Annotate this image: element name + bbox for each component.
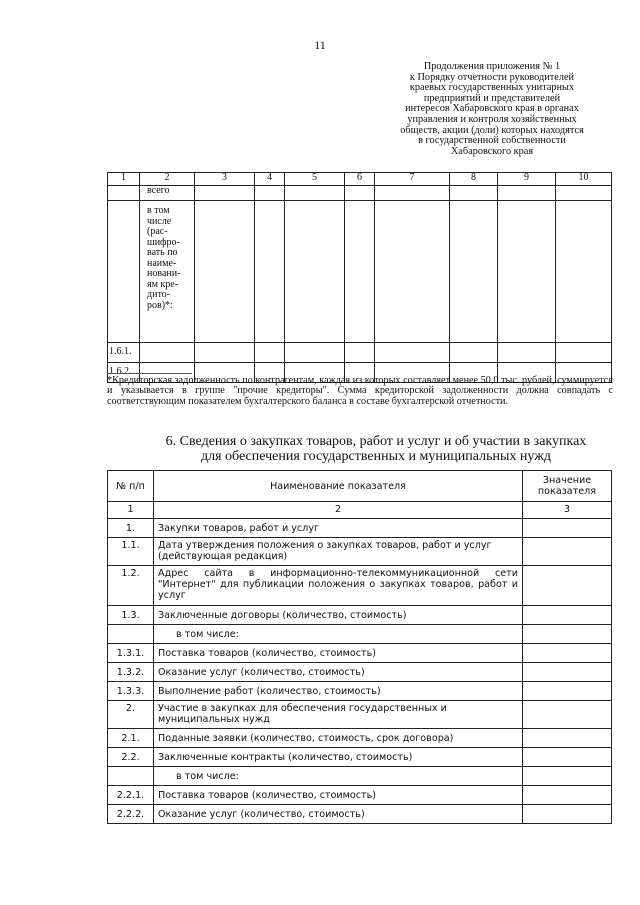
row-number: 2.1. [108, 729, 154, 748]
table-row [108, 805, 612, 824]
table-cell [195, 201, 255, 343]
row-number [108, 625, 154, 644]
indicator-name: Поданные заявки (количество, стоимость, срок договора) [154, 729, 523, 748]
section-title-line: для обеспечения государственных и муниципальных нужд [200, 448, 551, 464]
table-cell [255, 201, 285, 343]
label-line: в том [147, 205, 170, 216]
table-cell [556, 201, 612, 343]
header-line: управления и контроля хозяйственных [407, 113, 577, 125]
page-number: 11 [314, 38, 326, 52]
indicator-value [523, 625, 612, 644]
indicator-value [523, 538, 612, 566]
indicator-value [523, 644, 612, 663]
label-line: ров)*: [147, 299, 173, 311]
header-line: в государственной собственности [418, 135, 566, 147]
table-row [108, 729, 612, 748]
header-line: Продолжения приложения № 1 [423, 61, 561, 72]
column-header: 1 [108, 173, 140, 186]
indicator-value [523, 748, 612, 767]
indicator-value [523, 663, 612, 682]
table-cell [255, 186, 285, 201]
indicator-name: Выполнение работ (количество, стоимость) [154, 682, 523, 701]
table-cell [345, 201, 375, 343]
indicator-value [523, 805, 612, 824]
indicator-value [523, 606, 612, 625]
footnote: *Кредиторская задолженность по контрагентам, каждая из которых составляет менее 50,0 тыс. рублей, суммируется и указывается в группе "прочие кредиторы". Сумма кредиторской задолженности должна совпадать с соответствующим показателем бухгалтерского баланса в составе бухгалтерской отчетности. [107, 375, 613, 407]
row-number: 1.3.2. [108, 663, 154, 682]
table-row [108, 343, 612, 363]
column-header: 6 [345, 173, 375, 186]
indicator-value [523, 519, 612, 538]
row-number: 2.2.1. [108, 786, 154, 805]
indicator-value [523, 786, 612, 805]
table-header-row [108, 471, 612, 502]
row-number [108, 767, 154, 786]
appendix-header [372, 62, 612, 157]
creditors-table [107, 172, 612, 383]
table-cell [255, 343, 285, 363]
label-line: числе [147, 215, 172, 227]
indicator-value [523, 767, 612, 786]
table-row [108, 767, 612, 786]
indicator-name: Заключенные договоры (количество, стоимость) [154, 606, 523, 625]
column-header: 5 [285, 173, 345, 186]
row-number: 2. [108, 701, 154, 729]
column-header: 8 [450, 173, 498, 186]
table-cell [140, 343, 195, 363]
row-number: 1.1. [108, 538, 154, 566]
label-line: (рас- [147, 226, 168, 237]
column-header-num: № п/п [108, 471, 154, 502]
row-number: 1. [108, 519, 154, 538]
column-header: 2 [140, 173, 195, 186]
table-cell [345, 343, 375, 363]
table-cell [195, 186, 255, 201]
indicator-name: Заключенные контракты (количество, стоимость) [154, 748, 523, 767]
header-line: интересов Хабаровского края в органах [405, 103, 579, 115]
table-row [108, 538, 612, 566]
procurement-table [107, 470, 612, 824]
label-line: ям кре- [147, 278, 179, 290]
indicator-value [523, 701, 612, 729]
header-line: краевых государственных унитарных [409, 82, 575, 94]
column-index: 3 [523, 502, 612, 519]
table-cell [450, 201, 498, 343]
table-index-row [108, 502, 612, 519]
table-row [108, 663, 612, 682]
table-cell [285, 201, 345, 343]
total-label: всего [140, 186, 195, 201]
row-number: 2.2.2. [108, 805, 154, 824]
column-header: 4 [255, 173, 285, 186]
breakdown-label [140, 201, 195, 343]
indicator-name: Оказание услуг (количество, стоимость) [154, 805, 523, 824]
indicator-name: Закупки товаров, работ и услуг [154, 519, 523, 538]
column-index: 2 [154, 502, 523, 519]
table-cell [556, 186, 612, 201]
indicator-name: в том числе: [154, 767, 523, 786]
table-cell [375, 201, 450, 343]
indicator-name: Оказание услуг (количество, стоимость) [154, 663, 523, 682]
column-header: 10 [556, 173, 612, 186]
header-line: предприятий и представителей [423, 92, 561, 104]
column-header: 3 [195, 173, 255, 186]
indicator-value [523, 566, 612, 606]
table-cell [450, 186, 498, 201]
table-cell [285, 343, 345, 363]
column-index: 1 [108, 502, 154, 519]
row-number: 2.2. [108, 748, 154, 767]
table-row [108, 682, 612, 701]
indicator-name: в том числе: [154, 625, 523, 644]
table-cell [375, 186, 450, 201]
table-cell [375, 343, 450, 363]
table-cell [195, 343, 255, 363]
indicator-value [523, 729, 612, 748]
table-row [108, 201, 612, 343]
column-header-value: Значение показателя [523, 471, 612, 502]
table-row [108, 566, 612, 606]
column-header: 9 [498, 173, 556, 186]
row-number: 1.2. [108, 566, 154, 606]
row-number: 1.3.3. [108, 682, 154, 701]
table-cell [498, 186, 556, 201]
table-header-row [108, 173, 612, 186]
indicator-name: Участие в закупках для обеспечения государственных и муниципальных нужд [154, 701, 523, 729]
table-row [108, 186, 612, 201]
label-line: шифро- [147, 236, 180, 248]
indicator-name: Поставка товаров (количество, стоимость) [154, 786, 523, 805]
table-row [108, 701, 612, 729]
table-cell [345, 186, 375, 201]
table-row [108, 786, 612, 805]
table-cell [498, 201, 556, 343]
header-line: обществ, акции (доли) которых находятся [400, 124, 584, 136]
label-line: дито- [147, 289, 171, 300]
table-cell [285, 186, 345, 201]
header-line: Хабаровского края [450, 145, 534, 157]
table-row [108, 748, 612, 767]
label-line: вать по [147, 247, 178, 258]
table-cell [556, 343, 612, 363]
row-number: 1.3.1. [108, 644, 154, 663]
table-cell [450, 343, 498, 363]
section-title [140, 435, 612, 464]
label-line: наиме- [147, 257, 177, 269]
table-row [108, 625, 612, 644]
row-number: 1.3. [108, 606, 154, 625]
row-number: 1.6.2. [108, 363, 140, 383]
column-header-name: Наименование показателя [154, 471, 523, 502]
column-header: 7 [375, 173, 450, 186]
indicator-name: Поставка товаров (количество, стоимость) [154, 644, 523, 663]
indicator-name: Дата утверждения положения о закупках товаров, работ и услуг (действующая редакция) [154, 538, 523, 566]
footnote-divider [107, 373, 192, 374]
row-number: 1.6.1. [108, 343, 140, 363]
table-cell [108, 186, 140, 201]
table-cell [498, 343, 556, 363]
table-row [108, 519, 612, 538]
table-row [108, 606, 612, 625]
indicator-value [523, 682, 612, 701]
header-line: к Порядку отчетности руководителей [409, 71, 575, 83]
label-line: новани- [147, 268, 181, 279]
section-title-line: 6. Сведения о закупках товаров, работ и услуг и об участии в закупках [165, 434, 587, 449]
table-row [108, 644, 612, 663]
table-cell [108, 201, 140, 343]
indicator-name: Адрес сайта в информационно-телекоммуникационной сети "Интернет" для публикации положения о закупках товаров, работ и услуг [154, 566, 523, 606]
